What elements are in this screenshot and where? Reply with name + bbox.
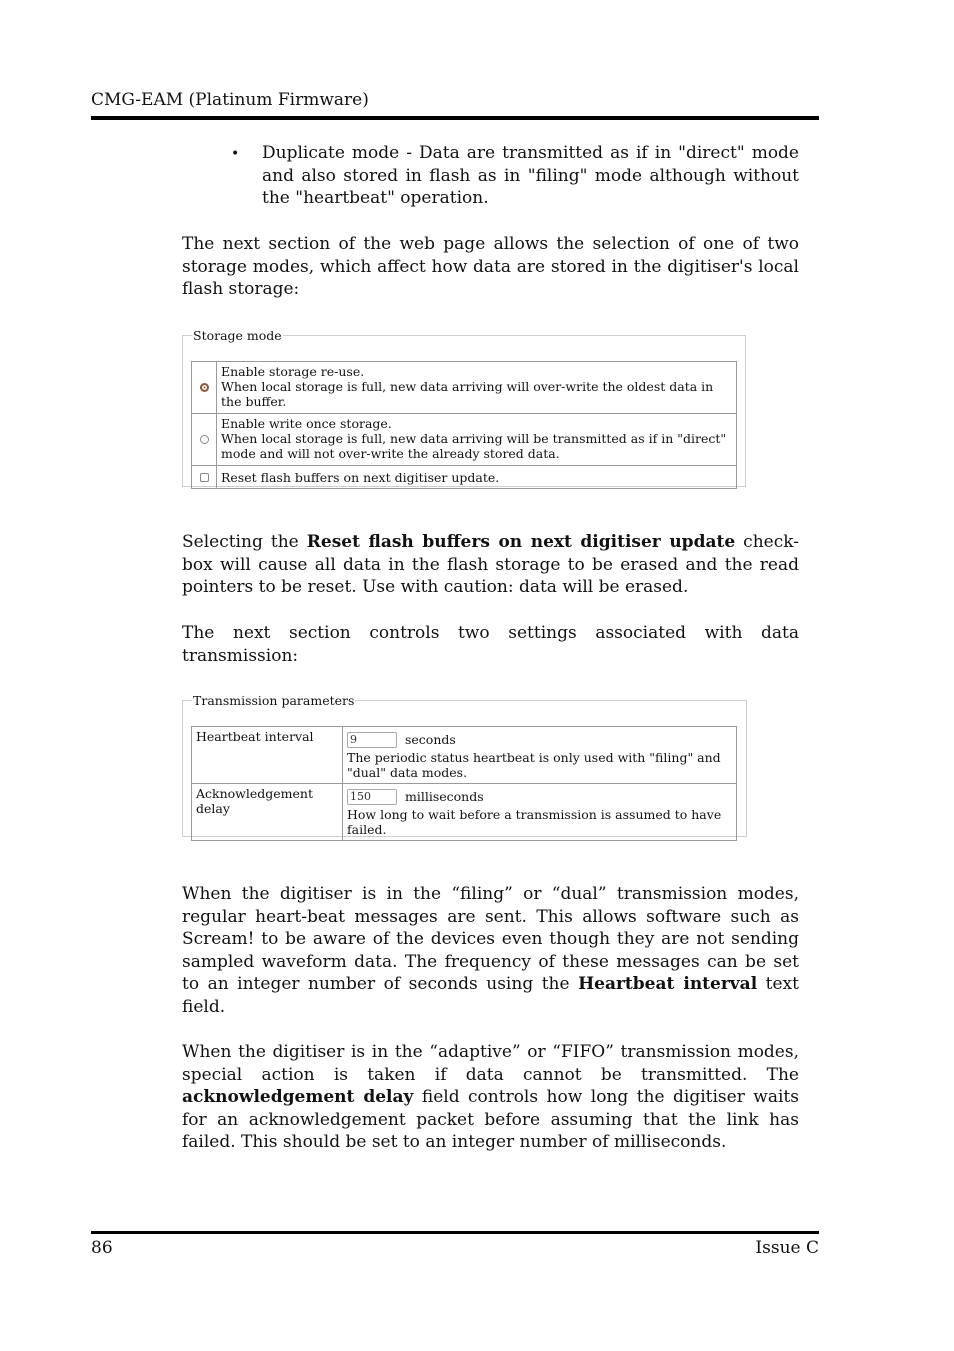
para-reset: Selecting the Reset flash buffers on next digitiser update check-box will cause all data in the flash storage to be erased and the read pointers to be reset. Use with caution: data will be erased. <box>182 532 799 597</box>
heartbeat-emphasis: Heartbeat interval <box>578 974 758 994</box>
storage-mode-panel <box>182 328 746 487</box>
storage-write-once-description: When local storage is full, new data arriving will be transmitted as if in "direct" mode and will not over-write the already stored data. <box>221 431 727 461</box>
bullet-duplicate-mode: Duplicate mode - Data are transmitted as if in "direct" mode and also stored in flash as in "filing" mode although without the "heartbeat" operation. <box>262 143 799 208</box>
ack-emphasis: acknowledgement delay <box>182 1087 414 1107</box>
issue-label: Issue C <box>755 1238 819 1258</box>
storage-reuse-radio[interactable] <box>200 383 209 392</box>
storage-option-write-once <box>192 414 737 466</box>
storage-option-reuse <box>192 362 737 414</box>
transmission-panel <box>182 693 747 837</box>
storage-write-once-title: Enable write once storage. <box>221 416 392 431</box>
heartbeat-help: The periodic status heartbeat is only used with "filing" and "dual" data modes. <box>347 749 721 780</box>
para-transmission-intro: The next section controls two settings associated with data transmission: <box>182 623 799 666</box>
heartbeat-unit: seconds <box>404 732 456 747</box>
storage-mode-table <box>191 361 737 489</box>
footer-rule <box>91 1231 819 1234</box>
storage-write-once-radio[interactable] <box>200 435 209 444</box>
header-rule <box>91 116 819 120</box>
heartbeat-label: Heartbeat interval <box>192 727 343 784</box>
transmission-legend: Transmission parameters <box>193 693 355 708</box>
ack-help: How long to wait before a transmission is assumed to have failed. <box>347 806 722 837</box>
para-ack: When the digitiser is in the “adaptive” or “FIFO” transmission modes, special action is taken if data cannot be transmitted. The acknowledgement delay field controls how long the digitiser waits for an acknowledgement packet before assuming that the link has failed. This should be set to an integer number of milliseconds. <box>182 1042 799 1152</box>
storage-reset-row <box>192 466 737 489</box>
transmission-table <box>191 726 737 841</box>
bullet-marker: • <box>231 146 240 162</box>
storage-reuse-title: Enable storage re-use. <box>221 364 365 379</box>
page-number: 86 <box>91 1238 113 1258</box>
ack-unit: milliseconds <box>404 789 484 804</box>
reset-emphasis: Reset flash buffers on next digitiser update <box>306 532 736 552</box>
reset-flash-checkbox[interactable] <box>200 473 209 482</box>
ack-label: Acknowledgement delay <box>192 784 343 841</box>
ack-row <box>192 784 737 841</box>
ack-delay-input[interactable] <box>347 789 397 805</box>
heartbeat-row <box>192 727 737 784</box>
heartbeat-interval-input[interactable] <box>347 732 397 748</box>
running-header: CMG-EAM (Platinum Firmware) <box>91 90 369 110</box>
para-storage-intro: The next section of the web page allows the selection of one of two storage modes, which affect how data are stored in the digitiser's local flash storage: <box>182 234 799 299</box>
para-heartbeat: When the digitiser is in the “filing” or “dual” transmission modes, regular heart-beat messages are sent. This allows software such as Scream! to be aware of the devices even though they are not sending sampled waveform data. The frequency of these messages can be set to an integer number of seconds using the Heartbeat interval text field. <box>182 884 799 1017</box>
storage-mode-legend: Storage mode <box>193 328 282 343</box>
storage-reuse-description: When local storage is full, new data arriving will over-write the oldest data in the buffer. <box>221 379 714 409</box>
reset-flash-label: Reset flash buffers on next digitiser update. <box>217 466 737 489</box>
